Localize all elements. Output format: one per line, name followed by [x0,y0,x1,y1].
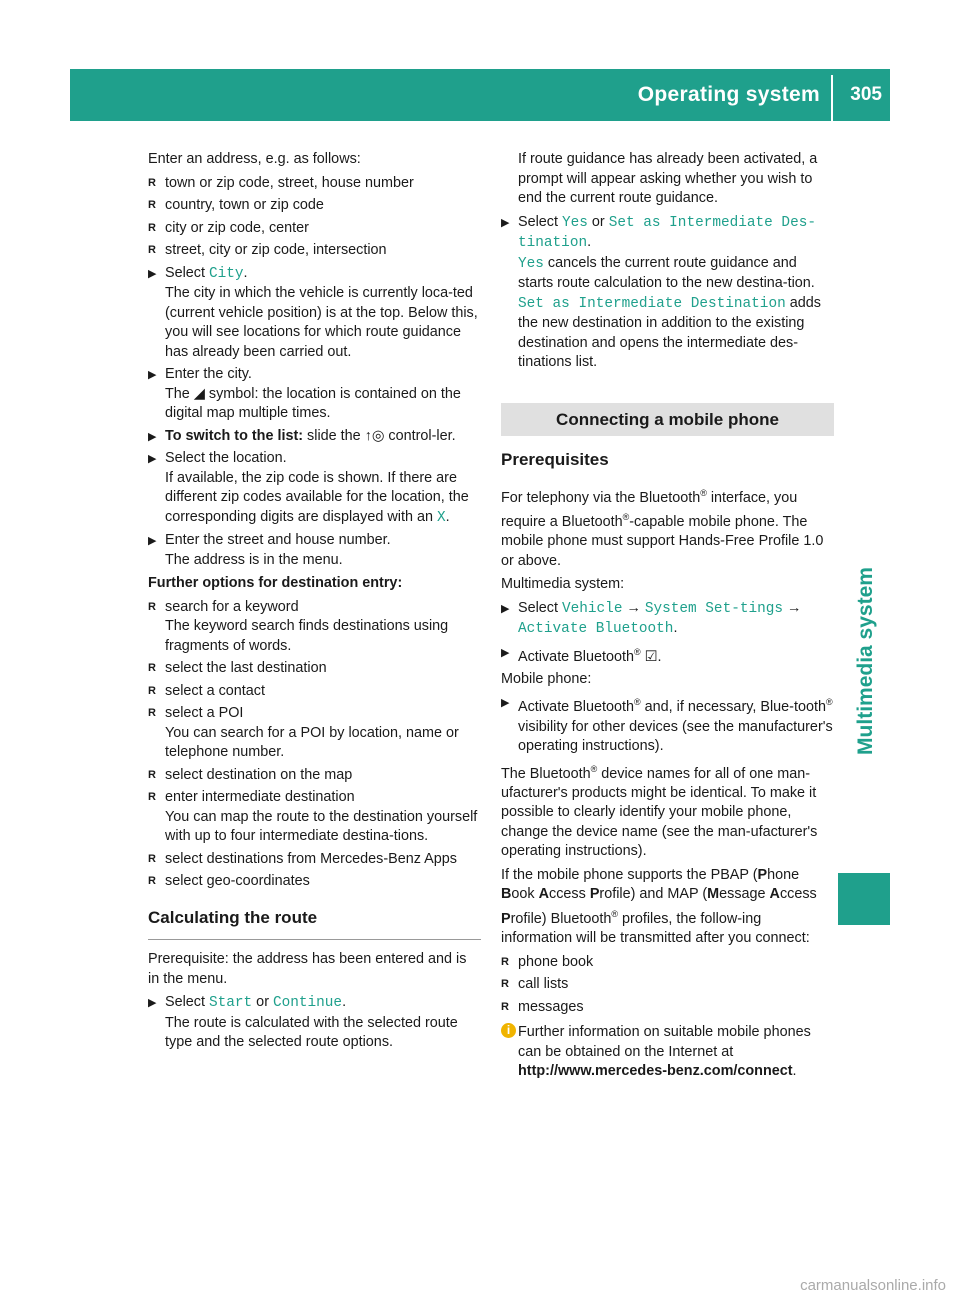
pbap-text: If the mobile phone supports the PBAP (Phone Book Access Profile) and MAP (Message Access Profile) Bluetooth® profiles, the follow-ing information will be transmitted after you connect: [501,866,817,947]
section-tab-label: Multimedia system [854,567,877,755]
bullet-icon: R [148,600,156,613]
list-item: R enter intermediate destination You can map the route to the destination yourself with up to four intermediate destina-tions. [148,789,478,844]
bullet-icon: R [148,707,156,719]
list-item: R street, city or zip code, intersection [148,241,481,261]
step-activate-bt-menu: ▶ Select Vehicle → System Set-tings → Activate Bluetooth. [501,599,802,638]
bullet-icon: R [148,221,156,234]
menu-item-x: X [436,509,446,526]
connecting-phone-heading: Connecting a mobile phone [501,403,834,437]
step-arrow-icon: ▶ [148,997,157,1009]
menu-item-vehicle: Vehicle [562,600,623,617]
menu-item-activate-bluetooth: Activate Bluetooth [518,621,674,638]
step-arrow-icon: ▶ [148,267,157,280]
list-item: R select the last destination [148,659,481,679]
checkbox-checked-icon: ☑ [644,648,658,665]
step-enter-street: ▶ Enter the street and house number. The address is in the menu. [148,532,391,568]
route-prompt-text: If route guidance has already been activated, a prompt will appear asking whether you wish to end the current route guidance. [518,151,818,206]
step-arrow-icon: ▶ [501,602,510,615]
destination-options-list [148,598,481,892]
right-column [501,150,834,1085]
bullet-icon: R [148,684,156,697]
step-arrow-icon: ▶ [501,216,510,229]
calc-route-heading: Calculating the route [148,908,481,941]
step-city-desc: The city in which the vehicle is currently loca-ted (current vehicle position) is at the top. Below this, you will see locations for which route guidance has already been carried out. [165,285,478,360]
list-item: R country, town or zip code [148,196,481,216]
device-names-text: The Bluetooth® device names for all of one man-ufacturer's products might be identical. To make it possible to clearly identify your mobile phone, change the device name (see the man-ufacturer's operating instructions). [501,763,818,860]
intro-text: Enter an address, e.g. as follows: [148,151,361,167]
calc-prereq: Prerequisite: the address has been entered and is in the menu. [148,951,467,987]
info-icon: i [501,1023,516,1038]
header-title: Operating system [637,83,820,106]
list-item: R select destinations from Mercedes-Benz Apps [148,850,481,870]
bullet-icon: R [148,199,156,211]
menu-item-city: City [209,265,244,282]
bullet-icon: R [148,852,156,865]
list-item: R phone book [501,953,834,973]
menu-item-system-settings: System Set-tings [644,600,784,617]
step-activate-bt-phone: ▶ Activate Bluetooth® and, if necessary, Blue-tooth® visibility for other devices (see the manufacturer's operating instructions). [501,693,834,756]
step-select-location: ▶ Select the location. If available, the zip code is shown. If there are different zip codes available for the location, the corresponding digits are displayed with an X. [148,450,469,526]
left-column [148,150,481,1056]
header-separator [831,75,833,121]
step-arrow-icon: ▶ [148,453,157,465]
menu-item-start: Start [209,995,253,1011]
bullet-icon: R [501,955,509,968]
menu-item-yes: Yes [562,214,588,231]
menu-item-intermediate-desc: Set as Intermediate Destination [518,295,786,312]
bullet-icon: R [501,1000,509,1013]
prereq-text: For telephony via the Bluetooth® interface, you require a Bluetooth®-capable mobile phone. The mobile phone must support Hands-Free Profile 1.0 or above. [501,487,824,569]
step-switch-list: ▶ To switch to the list: slide the ↑◎ control-ler. [148,427,481,447]
controller-icon: ↑◎ [364,427,385,444]
step-arrow-icon: ▶ [501,697,510,710]
info-url: http://www.mercedes-benz.com/connect [518,1063,793,1080]
bullet-icon: R [501,978,509,991]
step-select-start: ▶ Select Start or Continue. The route is calculated with the selected route type and the selected route options. [148,994,458,1050]
bullet-icon: R [148,875,156,887]
menu-item-continue: Continue [272,995,343,1011]
list-item: R call lists [501,975,834,995]
step-enter-city: ▶ Enter the city. The ◢ symbol: the location is contained on the digital map multiple times. [148,366,461,421]
page-number: 305 [850,84,882,105]
list-item: R town or zip code, street, house number [148,174,481,194]
bullet-icon: R [148,768,156,781]
step-arrow-icon: ▶ [148,369,157,381]
section-marker [838,873,890,925]
list-item: R select a contact [148,682,481,702]
menu-item-set-intermediate: Set as Intermediate Des-tination [518,214,816,251]
section-tab [838,121,890,841]
step-activate-bt-check: ▶ Activate Bluetooth® ☑. [501,643,834,667]
mobile-phone-label: Mobile phone: [501,670,592,687]
list-item: R select geo-coordinates [148,872,481,892]
watermark: carmanualsonline.info [800,1277,946,1294]
further-options-heading: Further options for destination entry: [148,575,403,591]
prerequisites-heading: Prerequisites [501,450,609,469]
list-item: R city or zip code, center [148,219,481,239]
step-select-yes: ▶ Select Yes or Set as Intermediate Des-tination. Yes cancels the current route guidance and starts route calculation to the new destina-tion. Set as Intermediate Destination adds the new destination in addition to the existing destination and opens the intermediate des-tinations list. [501,213,821,370]
transmitted-info-list [501,953,834,1018]
step-arrow-icon: ▶ [148,535,157,547]
address-format-list [148,174,481,261]
list-item: R messages [501,998,834,1018]
step-arrow-icon: ▶ [501,646,510,659]
info-note: i Further information on suitable mobile phones can be obtained on the Internet at http://www.mercedes-benz.com/connect. [501,1023,834,1082]
list-item: R search for a keyword The keyword search finds destinations using fragments of words. [148,598,449,654]
step-arrow-icon: ▶ [148,430,157,443]
multimedia-label: Multimedia system: [501,576,625,593]
list-item: R select a POI You can search for a POI by location, name or telephone number. [148,705,459,760]
map-symbol-icon: ◢ [193,385,205,402]
step-select-city: ▶ Select City. The city in which the vehicle is currently loca-ted (current vehicle position) is at the top. Below this, you will see locations for which route guidance has already been carried out. [148,264,478,360]
list-item: R select destination on the map [148,766,481,786]
bullet-icon: R [148,176,156,189]
menu-item-yes-desc: Yes [518,255,544,272]
bullet-icon: R [148,244,156,256]
page-header [70,69,890,121]
bullet-icon: R [148,791,156,803]
bullet-icon: R [148,662,156,674]
